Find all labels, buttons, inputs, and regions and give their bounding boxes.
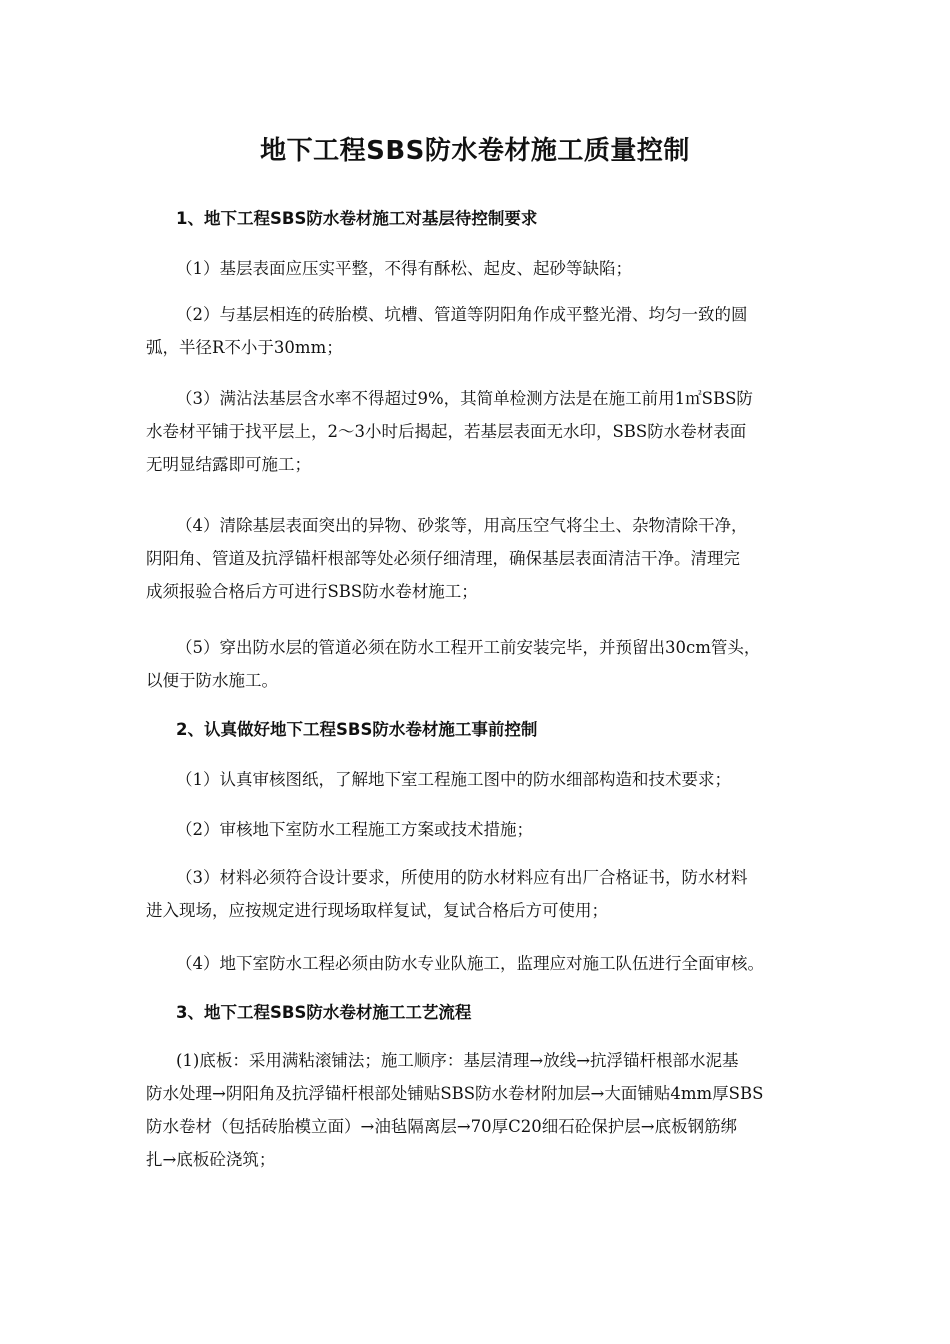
section-heading-3: 3、地下工程SBS防水卷材施工工艺流程	[176, 1003, 472, 1022]
paragraph-line: 无明显结露即可施工；	[146, 455, 311, 474]
paragraph-line: 防水卷材（包括砖胎模立面）→油毡隔离层→70厚C20细石砼保护层→底板钢筋绑	[146, 1117, 738, 1136]
paragraph-line: （1）认真审核图纸，了解地下室工程施工图中的防水细部构造和技术要求；	[176, 770, 731, 789]
paragraph-line: (1)底板：采用满粘滚铺法；施工顺序：基层清理→放线→抗浮锚杆根部水泥基	[176, 1051, 739, 1070]
paragraph-line: （1）基层表面应压实平整，不得有酥松、起皮、起砂等缺陷；	[176, 259, 632, 278]
paragraph-line: 成须报验合格后方可进行SBS防水卷材施工；	[146, 582, 478, 601]
paragraph-line: （4）地下室防水工程必须由防水专业队施工，监理应对施工队伍进行全面审核。	[176, 954, 764, 973]
paragraph-line: 扎→底板砼浇筑；	[146, 1150, 276, 1169]
paragraph-line: 以便于防水施工。	[146, 671, 278, 690]
paragraph-line: （2）与基层相连的砖胎模、坑槽、管道等阴阳角作成平整光滑、均匀一致的圆	[176, 305, 748, 324]
section-heading-1: 1、地下工程SBS防水卷材施工对基层待控制要求	[176, 209, 538, 228]
paragraph-2-1	[146, 763, 862, 796]
paragraph-1-4	[146, 509, 862, 608]
paragraph-2-3	[146, 861, 862, 927]
paragraph-2-2	[146, 813, 862, 846]
paragraph-line: （5）穿出防水层的管道必须在防水工程开工前安装完毕，并预留出30cm管头，	[176, 638, 761, 657]
paragraph-line: （3）材料必须符合设计要求，所使用的防水材料应有出厂合格证书，防水材料	[176, 868, 748, 887]
paragraph-line: 进入现场，应按规定进行现场取样复试，复试合格后方可使用；	[146, 901, 608, 920]
paragraph-line: 防水处理→阴阳角及抗浮锚杆根部处铺贴SBS防水卷材附加层→大面铺贴4mm厚SBS	[146, 1084, 764, 1103]
paragraph-1-5	[146, 631, 862, 697]
paragraph-line: 弧，半径R不小于30mm；	[146, 338, 343, 357]
document-title: 地下工程SBS防水卷材施工质量控制	[260, 136, 690, 166]
paragraph-line: 阴阳角、管道及抗浮锚杆根部等处必须仔细清理，确保基层表面清洁干净。清理完	[146, 549, 740, 568]
paragraph-line: （4）清除基层表面突出的异物、砂浆等，用高压空气将尘土、杂物清除干净，	[176, 516, 748, 535]
paragraph-1-1	[146, 252, 862, 285]
paragraph-line: （3）满沾法基层含水率不得超过9%，其简单检测方法是在施工前用1㎡SBS防	[176, 389, 753, 408]
paragraph-line: （2）审核地下室防水工程施工方案或技术措施；	[176, 820, 533, 839]
paragraph-line: 水卷材平铺于找平层上，2～3小时后揭起，若基层表面无水印，SBS防水卷材表面	[146, 422, 747, 441]
section-heading-2: 2、认真做好地下工程SBS防水卷材施工事前控制	[176, 720, 538, 739]
paragraph-3-1	[146, 1044, 862, 1176]
paragraph-1-3	[146, 382, 862, 481]
paragraph-2-4	[146, 947, 862, 980]
paragraph-1-2	[146, 298, 862, 364]
